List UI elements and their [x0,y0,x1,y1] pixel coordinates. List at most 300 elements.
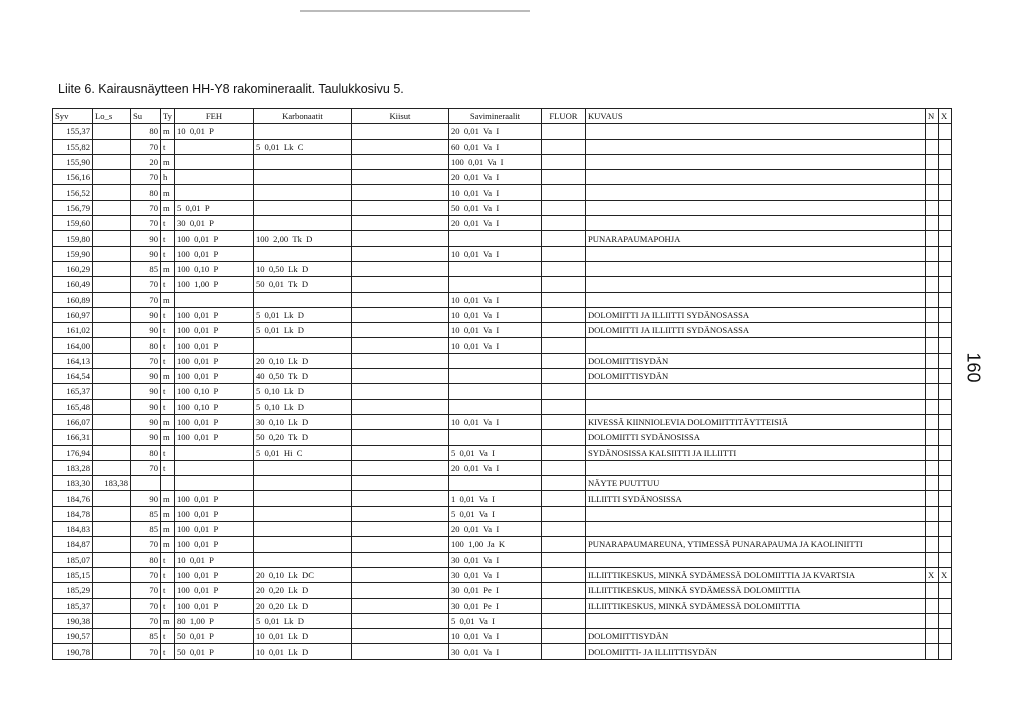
table-cell: m [161,200,175,215]
table-cell [448,369,541,384]
table-cell [541,460,585,475]
table-cell: t [161,567,175,582]
table-row [53,154,952,169]
table-cell [541,154,585,169]
table-cell [541,261,585,276]
table-cell [93,537,131,552]
table-cell [585,277,925,292]
table-cell: t [161,384,175,399]
table-cell [938,231,951,246]
table-cell [541,567,585,582]
table-cell: 100 0,01 P [174,338,253,353]
table-row [53,384,952,399]
table-cell: t [161,644,175,659]
table-cell [174,445,253,460]
table-cell: t [161,399,175,414]
table-cell: 70 [131,139,161,154]
table-cell [938,292,951,307]
table-cell: 100 0,01 P [174,491,253,506]
table-cell [938,491,951,506]
table-row [53,629,952,644]
table-cell: 20 0,20 Lk D [253,583,351,598]
table-cell [938,246,951,261]
table-cell [925,583,938,598]
table-cell: 100 0,10 P [174,384,253,399]
table-cell [174,460,253,475]
table-cell [585,506,925,521]
table-row [53,567,952,582]
table-cell: 90 [131,231,161,246]
table-cell: DOLOMIITTI JA ILLIITTI SYDÄNOSASSA [585,323,925,338]
table-cell [93,216,131,231]
table-cell: 160,49 [53,277,93,292]
table-row [53,598,952,613]
table-row [53,216,952,231]
table-cell: 5 0,01 Va I [448,613,541,628]
table-cell [351,323,448,338]
column-header: KUVAUS [585,109,925,124]
table-cell: ILLIITTIKESKUS, MINKÄ SYDÄMESSÄ DOLOMIITTIA JA KVARTSIA [585,567,925,582]
table-cell: 70 [131,583,161,598]
table-cell: 176,94 [53,445,93,460]
table-cell: 100 0,01 P [174,231,253,246]
page-number: 160 [963,352,984,383]
table-cell [585,216,925,231]
table-cell [585,246,925,261]
table-cell: 164,54 [53,369,93,384]
table-cell: DOLOMIITTISYDÄN [585,629,925,644]
table-cell: 80 [131,445,161,460]
table-cell [93,567,131,582]
table-cell [541,323,585,338]
table-cell [938,338,951,353]
table-cell [541,613,585,628]
table-cell [585,185,925,200]
table-cell: t [161,460,175,475]
table-cell: 100 0,01 Va I [448,154,541,169]
table-cell: 10 0,01 Va I [448,629,541,644]
table-row [53,261,952,276]
table-cell [585,338,925,353]
table-cell: m [161,522,175,537]
table-cell: t [161,583,175,598]
table-cell [351,216,448,231]
table-cell [351,414,448,429]
table-cell [938,154,951,169]
table-cell: 184,87 [53,537,93,552]
table-cell [351,124,448,139]
table-cell [541,629,585,644]
table-cell [925,353,938,368]
table-cell [253,552,351,567]
table-cell [93,506,131,521]
table-cell [541,537,585,552]
table-cell: t [161,353,175,368]
table-cell: X [925,567,938,582]
table-row [53,644,952,659]
table-cell [351,522,448,537]
table-cell: 185,29 [53,583,93,598]
table-cell [93,124,131,139]
table-cell [541,522,585,537]
table-cell: 50 0,01 P [174,644,253,659]
table-cell: 30 0,01 Va I [448,644,541,659]
table-cell: 90 [131,246,161,261]
table-cell [541,445,585,460]
table-cell: 90 [131,491,161,506]
table-row [53,185,952,200]
table-cell [938,598,951,613]
table-cell: 20 [131,154,161,169]
table-cell [585,460,925,475]
mineral-table [52,108,952,660]
table-cell [541,583,585,598]
table-row [53,338,952,353]
table-cell [351,353,448,368]
table-cell [253,170,351,185]
table-row [53,430,952,445]
table-cell [351,399,448,414]
table-cell: m [161,414,175,429]
table-cell: 100 0,10 P [174,399,253,414]
table-cell: m [161,369,175,384]
table-cell [938,629,951,644]
table-cell [351,629,448,644]
table-cell [541,369,585,384]
table-cell [541,491,585,506]
table-cell: 100 0,01 P [174,583,253,598]
table-cell [938,399,951,414]
table-cell: 100 1,00 P [174,277,253,292]
table-header-row [53,109,952,124]
column-header: Lo_s [93,109,131,124]
table-cell [938,506,951,521]
table-cell: 183,38 [93,476,131,491]
table-row [53,460,952,475]
table-cell [938,414,951,429]
table-cell [938,369,951,384]
table-cell [93,598,131,613]
column-header: FLUOR [541,109,585,124]
table-cell: 184,78 [53,506,93,521]
table-cell: DOLOMIITTI SYDÄNOSISSA [585,430,925,445]
table-row [53,139,952,154]
table-cell: m [161,491,175,506]
table-cell: 50 0,01 Tk D [253,277,351,292]
table-cell [351,154,448,169]
table-cell: 10 0,01 Va I [448,338,541,353]
table-cell: 5 0,01 P [174,200,253,215]
table-cell [938,430,951,445]
table-cell: NÄYTE PUUTTUU [585,476,925,491]
table-cell [93,583,131,598]
table-cell [938,537,951,552]
table-cell: 10 0,01 Va I [448,414,541,429]
table-cell [541,414,585,429]
table-cell [925,506,938,521]
table-cell [541,338,585,353]
table-cell [93,414,131,429]
table-cell [351,277,448,292]
table-cell: m [161,185,175,200]
table-cell [938,124,951,139]
table-cell [253,292,351,307]
table-cell [351,644,448,659]
table-cell: 20 0,01 Va I [448,170,541,185]
table-cell: 70 [131,567,161,582]
table-cell: 70 [131,537,161,552]
table-cell: t [161,139,175,154]
table-cell [925,629,938,644]
table-cell [253,537,351,552]
table-cell [351,139,448,154]
table-cell: 100 0,01 P [174,307,253,322]
table-cell [925,170,938,185]
table-cell: 5 0,10 Lk D [253,399,351,414]
table-cell [93,154,131,169]
table-cell [93,644,131,659]
table-cell [925,307,938,322]
table-cell: 30 0,10 Lk D [253,414,351,429]
table-cell [174,154,253,169]
table-cell [253,216,351,231]
table-cell: 161,02 [53,323,93,338]
table-cell: 70 [131,598,161,613]
table-cell: m [161,430,175,445]
table-cell: 20 0,01 Va I [448,216,541,231]
table-cell [541,170,585,185]
table-cell: 10 0,50 Lk D [253,261,351,276]
table-cell [585,261,925,276]
column-header: Su [131,109,161,124]
column-header: FEH [174,109,253,124]
table-cell [541,552,585,567]
table-cell: 80 [131,552,161,567]
table-cell: t [161,307,175,322]
table-cell [541,216,585,231]
table-cell: 100 0,01 P [174,246,253,261]
table-cell: 40 0,50 Tk D [253,369,351,384]
column-header: Savimineraalit [448,109,541,124]
table-cell [938,552,951,567]
table-cell: 100 2,00 Tk D [253,231,351,246]
table-cell: 70 [131,613,161,628]
table-cell: 100 0,01 P [174,567,253,582]
table-cell: t [161,231,175,246]
table-cell [585,154,925,169]
table-cell [541,200,585,215]
table-cell: 20 0,10 Lk DC [253,567,351,582]
table-cell: 20 0,01 Va I [448,522,541,537]
table-cell: 70 [131,200,161,215]
table-cell: 10 0,01 Va I [448,246,541,261]
table-cell: 30 0,01 Va I [448,552,541,567]
table-cell: 184,76 [53,491,93,506]
table-cell: 30 0,01 P [174,216,253,231]
table-cell [938,200,951,215]
table-cell: 20 0,20 Lk D [253,598,351,613]
table-cell: 70 [131,170,161,185]
table-cell: 156,52 [53,185,93,200]
table-cell [253,185,351,200]
table-cell [585,399,925,414]
table-cell [585,522,925,537]
table-cell: t [161,246,175,261]
table-cell: X [938,567,951,582]
table-cell: 60 0,01 Va I [448,139,541,154]
table-row [53,522,952,537]
table-row [53,200,952,215]
table-row [53,124,952,139]
table-cell [585,552,925,567]
table-cell: 166,07 [53,414,93,429]
table-cell: 50 0,01 Va I [448,200,541,215]
table-cell: 100 0,10 P [174,261,253,276]
table-cell [351,246,448,261]
table-cell: 5 0,01 Lk D [253,307,351,322]
table-cell [93,323,131,338]
table-cell [938,583,951,598]
table-cell [351,598,448,613]
table-row [53,399,952,414]
table-cell [93,185,131,200]
table-row [53,170,952,185]
table-row [53,323,952,338]
table-cell: 80 [131,124,161,139]
table-cell [585,292,925,307]
table-cell: 85 [131,506,161,521]
table-cell [938,522,951,537]
table-cell: 80 [131,338,161,353]
table-cell [541,399,585,414]
table-cell [938,216,951,231]
table-cell [93,231,131,246]
table-cell: 100 1,00 Ja K [448,537,541,552]
table-cell: DOLOMIITTISYDÄN [585,353,925,368]
table-cell: 100 0,01 P [174,522,253,537]
table-cell [448,476,541,491]
table-cell: PUNARAPAUMAPOHJA [585,231,925,246]
table-cell [253,154,351,169]
table-cell: 90 [131,399,161,414]
table-cell [541,353,585,368]
table-cell [93,445,131,460]
table-cell [585,139,925,154]
table-cell [351,200,448,215]
table-cell [925,552,938,567]
table-cell [938,613,951,628]
table-cell [93,338,131,353]
column-header: Karbonaatit [253,109,351,124]
table-cell: 185,37 [53,598,93,613]
table-cell [938,277,951,292]
table-cell: 90 [131,384,161,399]
table-cell [925,124,938,139]
table-cell: 155,82 [53,139,93,154]
table-cell [93,522,131,537]
table-cell: 5 0,01 Lk D [253,323,351,338]
table-cell [938,353,951,368]
table-cell: 100 0,01 P [174,369,253,384]
table-cell [174,139,253,154]
table-cell: 100 0,01 P [174,323,253,338]
table-cell [93,277,131,292]
table-cell [351,384,448,399]
table-cell: 90 [131,430,161,445]
table-cell: m [161,613,175,628]
table-cell [448,399,541,414]
table-cell [351,185,448,200]
table-cell [93,292,131,307]
table-cell [925,414,938,429]
table-cell [585,200,925,215]
table-cell: 70 [131,353,161,368]
table-cell [938,644,951,659]
table-cell: 30 0,01 Va I [448,567,541,582]
table-cell [448,261,541,276]
table-cell [938,185,951,200]
table-cell [925,154,938,169]
table-cell [541,139,585,154]
table-cell [925,277,938,292]
table-cell [541,506,585,521]
table-cell [938,476,951,491]
table-cell [93,491,131,506]
table-cell [351,369,448,384]
table-cell: 100 0,01 P [174,537,253,552]
table-row [53,537,952,552]
table-cell: 10 0,01 Va I [448,292,541,307]
table-cell [925,369,938,384]
table-cell: 70 [131,216,161,231]
table-cell: 90 [131,307,161,322]
table-cell: 20 0,01 Va I [448,124,541,139]
table-row [53,277,952,292]
table-cell [351,170,448,185]
table-cell [93,629,131,644]
table-cell [351,261,448,276]
table-cell: 70 [131,277,161,292]
table-cell: 85 [131,522,161,537]
table-row [53,307,952,322]
table-row [53,353,952,368]
table-cell: 183,28 [53,460,93,475]
table-cell [938,170,951,185]
table-cell [925,246,938,261]
table-cell: 50 0,20 Tk D [253,430,351,445]
table-cell [938,460,951,475]
table-cell [93,261,131,276]
table-cell [93,246,131,261]
table-cell: ILLIITTIKESKUS, MINKÄ SYDÄMESSÄ DOLOMIITTIA [585,598,925,613]
table-cell [938,261,951,276]
table-cell: 183,30 [53,476,93,491]
table-cell [93,307,131,322]
table-cell [253,338,351,353]
table-cell [131,476,161,491]
table-cell [93,399,131,414]
table-cell [93,430,131,445]
table-cell [351,292,448,307]
table-cell [93,200,131,215]
table-cell: 20 0,10 Lk D [253,353,351,368]
table-cell: 184,83 [53,522,93,537]
table-cell: 70 [131,644,161,659]
table-cell [541,124,585,139]
table-cell [925,598,938,613]
table-cell: 5 0,01 Lk D [253,613,351,628]
table-cell: 190,57 [53,629,93,644]
